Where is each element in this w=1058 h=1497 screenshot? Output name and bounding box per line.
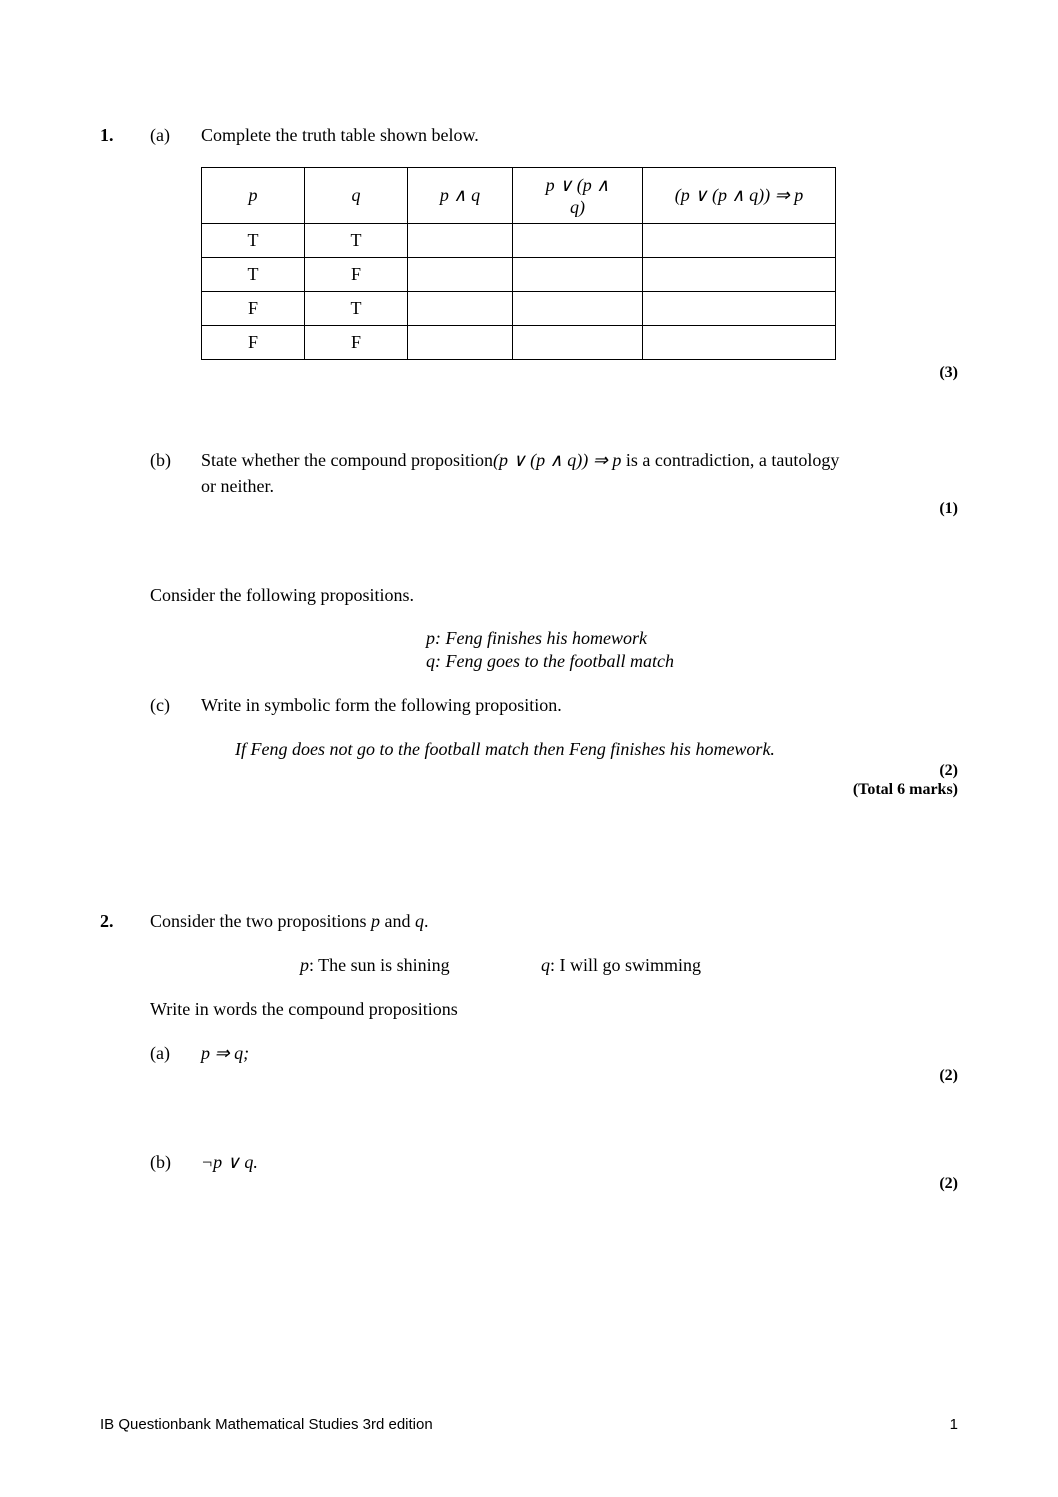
- header-p-or-p-and-q-line2: q): [570, 196, 585, 217]
- answer-cell[interactable]: [643, 258, 836, 292]
- table-row: [202, 224, 836, 258]
- q1b-line2: or neither.: [201, 476, 274, 496]
- cell-p: F: [202, 292, 305, 326]
- q2-p-text: : The sun is shining: [309, 955, 450, 975]
- cell-p: T: [202, 224, 305, 258]
- q2b-label: (b): [150, 1152, 171, 1172]
- q1-intro: Consider the following propositions.: [150, 585, 414, 605]
- answer-cell[interactable]: [513, 292, 643, 326]
- q2-intro-q: q: [415, 911, 424, 931]
- q2-proposition-p: [300, 956, 450, 974]
- cell-q: T: [305, 224, 408, 258]
- q1a-marks: (3): [939, 364, 958, 381]
- answer-cell[interactable]: [408, 292, 513, 326]
- q1c-text: Write in symbolic form the following proposition.: [201, 695, 562, 715]
- q2-intro-p: p: [371, 911, 380, 931]
- answer-cell[interactable]: [643, 224, 836, 258]
- q2-q-symbol: q: [541, 955, 550, 975]
- answer-cell[interactable]: [408, 224, 513, 258]
- q2a-label: (a): [150, 1043, 170, 1063]
- cell-p: T: [202, 258, 305, 292]
- q1b-marks: (1): [939, 500, 958, 517]
- header-implication: (p ∨ (p ∧ q)) ⇒ p: [643, 168, 836, 224]
- truth-table-header-row: [202, 168, 836, 224]
- header-p: p: [202, 168, 305, 224]
- answer-cell[interactable]: [513, 258, 643, 292]
- header-p-and-q: p ∧ q: [408, 168, 513, 224]
- q1-total-marks: (Total 6 marks): [852, 781, 958, 798]
- q2-intro-end: .: [424, 911, 429, 931]
- answer-cell[interactable]: [643, 326, 836, 360]
- answer-cell[interactable]: [408, 258, 513, 292]
- q2-q-text: : I will go swimming: [550, 955, 702, 975]
- answer-cell[interactable]: [643, 292, 836, 326]
- q2-proposition-q: [541, 956, 701, 974]
- answer-cell[interactable]: [513, 224, 643, 258]
- page-number: 1: [949, 1416, 958, 1433]
- q1b-label: (b): [150, 450, 171, 470]
- q2-instruction: Write in words the compound propositions: [150, 999, 458, 1019]
- q2b-marks: (2): [939, 1175, 958, 1192]
- answer-cell[interactable]: [408, 326, 513, 360]
- table-row: [202, 292, 836, 326]
- q2-intro-and: and: [380, 911, 415, 931]
- q1a-text: Complete the truth table shown below.: [201, 125, 479, 145]
- truth-table: [201, 167, 836, 360]
- q1c-label: (c): [150, 695, 170, 715]
- q2a-expression: p ⇒ q;: [201, 1043, 250, 1063]
- q1c-marks: (2): [939, 762, 958, 779]
- q1b-text-pre: State whether the compound proposition: [201, 450, 493, 470]
- cell-q: F: [305, 326, 408, 360]
- q2a-marks: (2): [939, 1067, 958, 1084]
- q2-intro: [150, 912, 429, 930]
- table-row: [202, 258, 836, 292]
- header-p-or-p-and-q-line1: p ∨ (p ∧: [545, 174, 610, 195]
- cell-p: F: [202, 326, 305, 360]
- q2b-expression: ¬p ∨ q.: [201, 1152, 258, 1172]
- q2-p-symbol: p: [300, 955, 309, 975]
- proposition-q: q: Feng goes to the football match: [426, 651, 674, 671]
- header-q: q: [305, 168, 408, 224]
- cell-q: T: [305, 292, 408, 326]
- question-1-number: 1.: [100, 125, 114, 145]
- q1b-line1: [201, 451, 839, 469]
- q1a-label: (a): [150, 125, 170, 145]
- footer-title: IB Questionbank Mathematical Studies 3rd edition: [100, 1416, 433, 1433]
- table-row: [202, 326, 836, 360]
- question-2-number: 2.: [100, 911, 114, 931]
- answer-cell[interactable]: [513, 326, 643, 360]
- q1b-text-post: is a contradiction, a tautology: [621, 450, 840, 470]
- proposition-p: p: Feng finishes his homework: [426, 628, 647, 648]
- q1b-expression: (p ∨ (p ∧ q)) ⇒ p: [492, 450, 622, 470]
- cell-q: F: [305, 258, 408, 292]
- q1c-statement: If Feng does not go to the football match then Feng finishes his homework.: [235, 739, 775, 759]
- q2-intro-pre: Consider the two propositions: [150, 911, 371, 931]
- header-p-or-p-and-q: [513, 168, 643, 224]
